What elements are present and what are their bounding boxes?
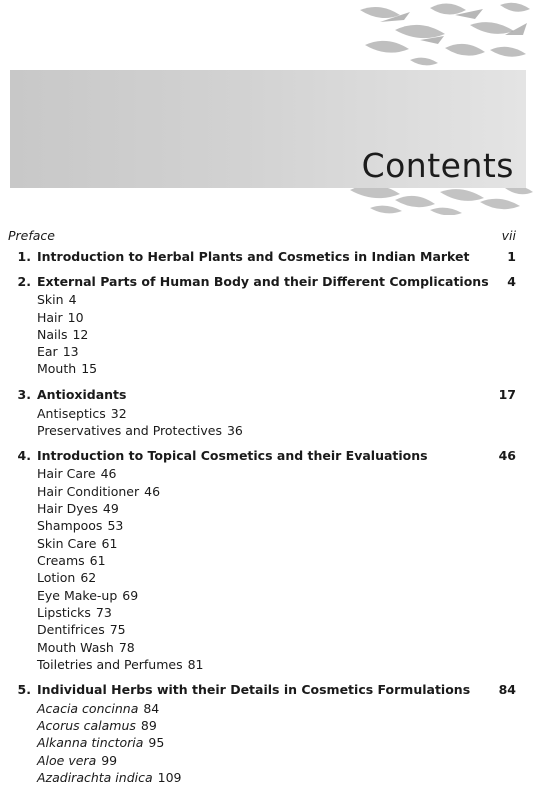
section-entry[interactable]: Lipsticks 73: [37, 605, 112, 620]
chapter-page: 1: [507, 249, 516, 264]
page-title: Contents: [361, 146, 514, 185]
chapter-number: 5.: [17, 682, 31, 697]
section-entry[interactable]: Acacia concinna 84: [37, 701, 160, 716]
section-entry[interactable]: Creams 61: [37, 553, 106, 568]
section-entry[interactable]: Shampoos 53: [37, 518, 124, 533]
chapter-row[interactable]: [0, 247, 536, 267]
chapter-number: 4.: [17, 448, 31, 463]
section-entry[interactable]: Acorus calamus 89: [37, 718, 157, 733]
chapter-page: 4: [507, 274, 516, 289]
chapter-page: 84: [498, 682, 516, 697]
chapter-title: Introduction to Herbal Plants and Cosmetics in Indian Market: [37, 249, 470, 264]
section-entry[interactable]: Toiletries and Perfumes 81: [37, 657, 204, 672]
chapter-row[interactable]: [0, 385, 536, 405]
chapter-row[interactable]: [0, 680, 536, 700]
preface-row[interactable]: [0, 226, 536, 246]
section-entry[interactable]: Dentifrices 75: [37, 622, 126, 637]
chapter-title: Individual Herbs with their Details in Cosmetics Formulations: [37, 682, 471, 697]
section-entry[interactable]: Hair Dyes 49: [37, 501, 119, 516]
section-entry[interactable]: Hair 10: [37, 310, 84, 325]
section-entry[interactable]: Hair Conditioner 46: [37, 484, 161, 499]
chapter-title: External Parts of Human Body and their Different Complications: [37, 274, 489, 289]
chapter-row[interactable]: [0, 446, 536, 466]
chapter-page: 17: [498, 387, 516, 402]
section-entry[interactable]: Aloe vera 99: [37, 753, 118, 768]
chapter-title: Antioxidants: [37, 387, 127, 402]
chapter-number: 2.: [17, 274, 31, 289]
section-entry[interactable]: Azadirachta indica 109: [37, 770, 182, 785]
chapter-title: Introduction to Topical Cosmetics and their Evaluations: [37, 448, 428, 463]
section-entry[interactable]: Alkanna tinctoria 95: [37, 735, 165, 750]
section-entry[interactable]: Skin Care 61: [37, 536, 118, 551]
section-entry[interactable]: Mouth 15: [37, 361, 98, 376]
section-entry[interactable]: Preservatives and Protectives 36: [37, 423, 243, 438]
chapter-page: 46: [498, 448, 516, 463]
section-entry[interactable]: Ear 13: [37, 344, 79, 359]
chapter-number: 3.: [17, 387, 31, 402]
preface-label: Preface: [8, 228, 55, 243]
section-entry[interactable]: Hair Care 46: [37, 466, 117, 481]
chapter-row[interactable]: [0, 272, 536, 292]
section-entry[interactable]: Mouth Wash 78: [37, 640, 135, 655]
section-entry[interactable]: Eye Make-up 69: [37, 588, 139, 603]
section-entry[interactable]: Antiseptics 32: [37, 406, 127, 421]
preface-page: vii: [501, 228, 516, 243]
section-entry[interactable]: Lotion 62: [37, 570, 97, 585]
section-entry[interactable]: Nails 12: [37, 327, 89, 342]
section-entry[interactable]: Skin 4: [37, 292, 77, 307]
chapter-number: 1.: [17, 249, 31, 264]
